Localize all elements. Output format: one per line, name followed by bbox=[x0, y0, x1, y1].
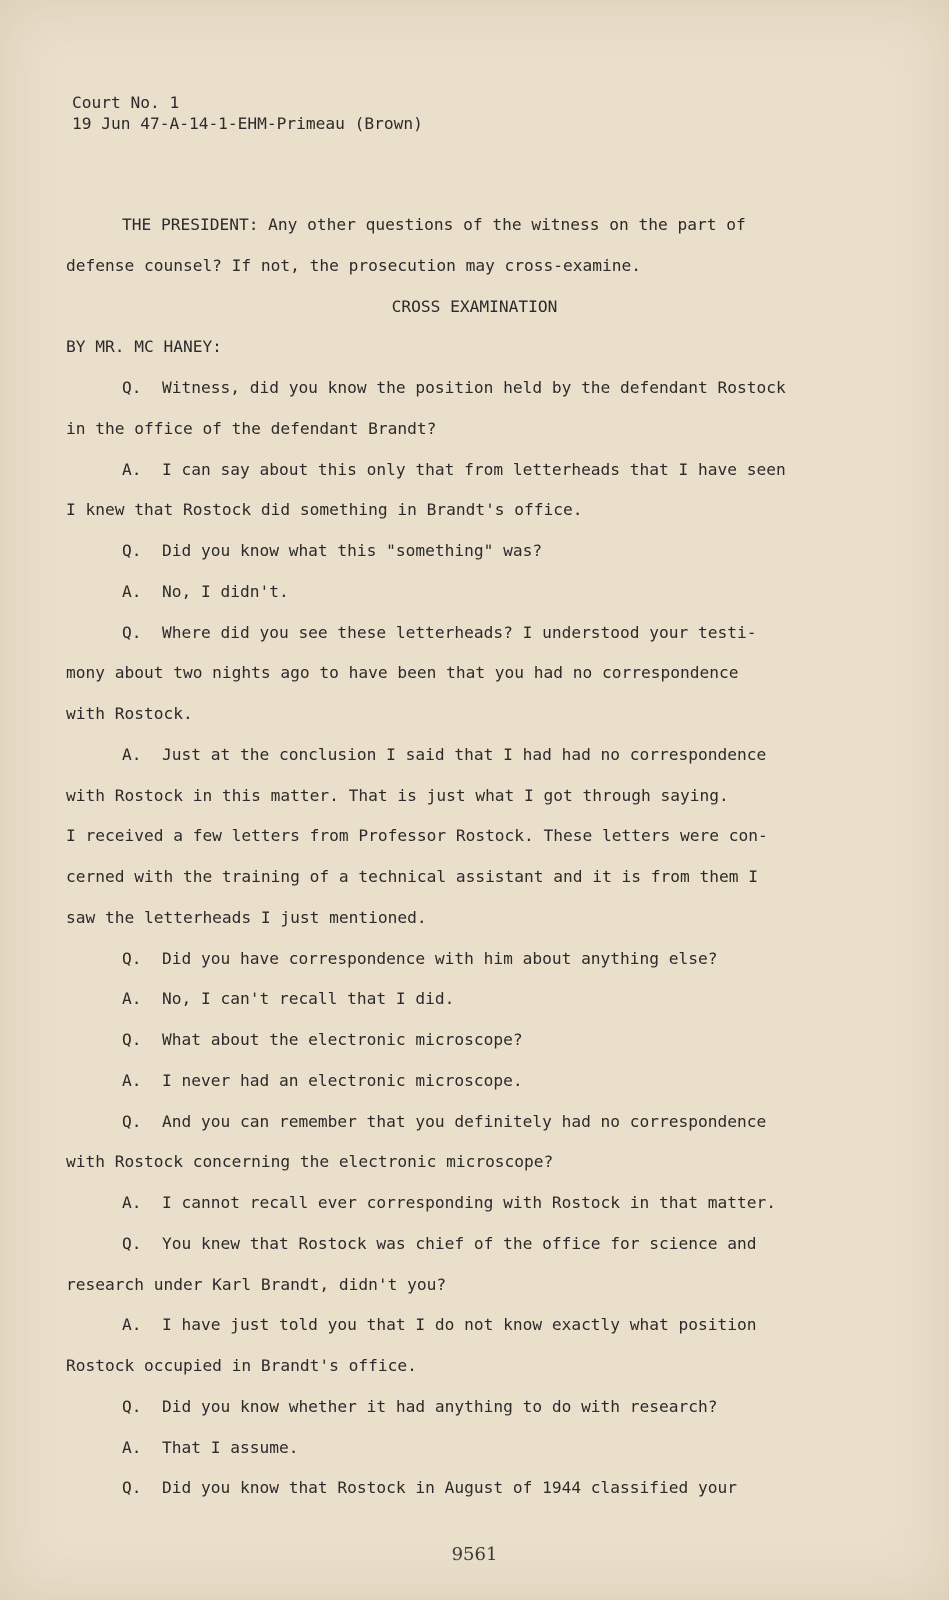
line-text: Just at the conclusion I said that I had had no correspondence bbox=[162, 745, 767, 764]
answer-label: A. bbox=[122, 1071, 142, 1090]
line-text: Rostock occupied in Brandt's office. bbox=[66, 1356, 417, 1375]
line-text: No, I can't recall that I did. bbox=[162, 989, 455, 1008]
transcript-line bbox=[66, 786, 889, 806]
line-text: BY MR. MC HANEY: bbox=[66, 337, 222, 356]
transcript-line bbox=[66, 1356, 889, 1376]
qa-line bbox=[122, 1071, 889, 1091]
transcript-line bbox=[66, 419, 889, 439]
transcript-line bbox=[66, 826, 889, 846]
qa-line bbox=[122, 460, 889, 480]
answer-label: A. bbox=[122, 1315, 142, 1334]
qa-line bbox=[122, 1193, 889, 1213]
line-text: I received a few letters from Professor Rostock. These letters were con- bbox=[66, 826, 768, 845]
question-label: Q. bbox=[122, 1478, 142, 1497]
transcript-line bbox=[66, 337, 889, 357]
qa-line bbox=[122, 1030, 889, 1050]
qa-line bbox=[122, 1478, 889, 1498]
line-text: No, I didn't. bbox=[162, 582, 289, 601]
answer-label: A. bbox=[122, 989, 142, 1008]
question-label: Q. bbox=[122, 1234, 142, 1253]
line-text: Where did you see these letterheads? I understood your testi- bbox=[162, 623, 757, 642]
question-label: Q. bbox=[122, 949, 142, 968]
line-text: You knew that Rostock was chief of the office for science and bbox=[162, 1234, 757, 1253]
question-label: Q. bbox=[122, 1397, 142, 1416]
section-heading bbox=[0, 297, 949, 317]
line-text: saw the letterheads I just mentioned. bbox=[66, 908, 427, 927]
line-text: Witness, did you know the position held by the defendant Rostock bbox=[162, 378, 786, 397]
line-text: I never had an electronic microscope. bbox=[162, 1071, 523, 1090]
transcript-line bbox=[66, 256, 889, 276]
qa-line bbox=[122, 541, 889, 561]
transcript-line bbox=[66, 663, 889, 683]
line-text: Did you have correspondence with him about anything else? bbox=[162, 949, 718, 968]
line-text: Did you know whether it had anything to do with research? bbox=[162, 1397, 718, 1416]
page-number: 9561 bbox=[451, 1544, 498, 1565]
line-text: mony about two nights ago to have been that you had no correspondence bbox=[66, 663, 739, 682]
line-text: I have just told you that I do not know exactly what position bbox=[162, 1315, 757, 1334]
court-number: Court No. 1 bbox=[72, 93, 180, 112]
transcript-line bbox=[66, 1152, 889, 1172]
line-text: What about the electronic microscope? bbox=[162, 1030, 523, 1049]
answer-label: A. bbox=[122, 582, 142, 601]
question-label: Q. bbox=[122, 623, 142, 642]
transcript-line bbox=[66, 704, 889, 724]
line-text: That I assume. bbox=[162, 1438, 299, 1457]
line-text: Did you know that Rostock in August of 1944 classified your bbox=[162, 1478, 737, 1497]
transcript-line bbox=[66, 867, 889, 887]
qa-line bbox=[122, 989, 889, 1009]
qa-line bbox=[122, 1112, 889, 1132]
transcript-line bbox=[66, 1275, 889, 1295]
line-text: with Rostock. bbox=[66, 704, 193, 723]
line-text: I knew that Rostock did something in Brandt's office. bbox=[66, 500, 583, 519]
line-text: Did you know what this "something" was? bbox=[162, 541, 543, 560]
line-text: with Rostock in this matter. That is just what I got through saying. bbox=[66, 786, 729, 805]
line-text: And you can remember that you definitely had no correspondence bbox=[162, 1112, 767, 1131]
question-label: Q. bbox=[122, 541, 142, 560]
answer-label: A. bbox=[122, 745, 142, 764]
line-text: research under Karl Brandt, didn't you? bbox=[66, 1275, 447, 1294]
line-text: in the office of the defendant Brandt? bbox=[66, 419, 437, 438]
qa-line bbox=[122, 745, 889, 765]
line-text: with Rostock concerning the electronic microscope? bbox=[66, 1152, 554, 1171]
qa-line bbox=[122, 1438, 889, 1458]
answer-label: A. bbox=[122, 460, 142, 479]
transcript-reference: 19 Jun 47-A-14-1-EHM-Primeau (Brown) bbox=[72, 114, 423, 133]
transcript-line bbox=[66, 908, 889, 928]
line-text: I can say about this only that from letterheads that I have seen bbox=[162, 460, 786, 479]
transcript-line bbox=[122, 215, 889, 235]
qa-line bbox=[122, 1315, 889, 1335]
qa-line bbox=[122, 582, 889, 602]
transcript-line bbox=[66, 500, 889, 520]
line-text: THE PRESIDENT: Any other questions of the witness on the part of bbox=[122, 215, 746, 234]
qa-line bbox=[122, 1234, 889, 1254]
qa-line bbox=[122, 1397, 889, 1417]
line-text: CROSS EXAMINATION bbox=[391, 297, 558, 316]
answer-label: A. bbox=[122, 1193, 142, 1212]
line-text: cerned with the training of a technical assistant and it is from them I bbox=[66, 867, 758, 886]
line-text: I cannot recall ever corresponding with Rostock in that matter. bbox=[162, 1193, 776, 1212]
line-text: defense counsel? If not, the prosecution may cross-examine. bbox=[66, 256, 641, 275]
question-label: Q. bbox=[122, 1112, 142, 1131]
answer-label: A. bbox=[122, 1438, 142, 1457]
qa-line bbox=[122, 623, 889, 643]
qa-line bbox=[122, 949, 889, 969]
question-label: Q. bbox=[122, 1030, 142, 1049]
qa-line bbox=[122, 378, 889, 398]
question-label: Q. bbox=[122, 378, 142, 397]
